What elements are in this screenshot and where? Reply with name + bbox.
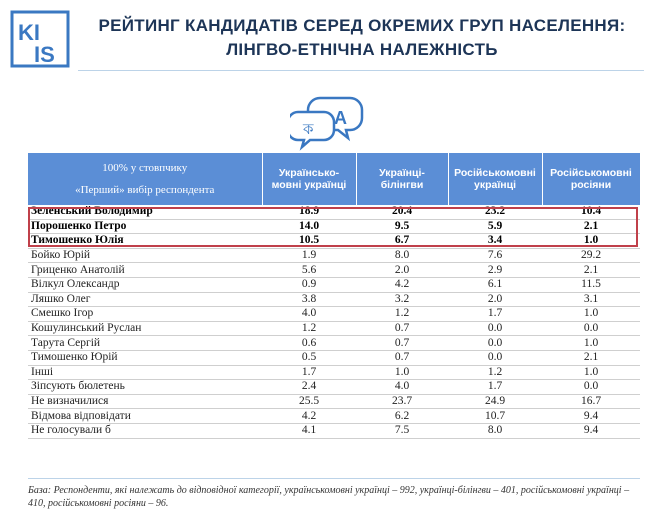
table-row: [28, 292, 640, 307]
cell-value: 3.8: [262, 292, 356, 307]
kiis-logo: [10, 10, 70, 68]
table-row: [28, 263, 640, 278]
candidate-name: Інші: [28, 365, 262, 380]
cell-value: 1.2: [448, 365, 542, 380]
cell-value: 6.2: [356, 409, 448, 424]
candidate-name: Тарута Сергій: [28, 336, 262, 351]
cell-value: 29.2: [542, 248, 640, 263]
cell-value: 1.7: [262, 365, 356, 380]
cell-value: 4.2: [262, 409, 356, 424]
candidate-name: Зіпсують бюлетень: [28, 380, 262, 395]
cell-value: 0.7: [356, 321, 448, 336]
cell-value: 9.4: [542, 423, 640, 438]
table-row: [28, 380, 640, 395]
cell-value: 11.5: [542, 277, 640, 292]
cell-value: 0.0: [542, 380, 640, 395]
cell-value: 2.0: [356, 263, 448, 278]
cell-value: 0.0: [448, 321, 542, 336]
cell-value: 4.1: [262, 423, 356, 438]
cell-value: 16.7: [542, 394, 640, 409]
corner-header: [28, 153, 262, 205]
footnote: База: Респонденти, які належать до відповідної категорії, українськомовні українці – 992, українці-білінгви – 401, російськомовні українці – 410, російськомовні росіяни – 96.: [28, 485, 630, 509]
cell-value: 4.0: [262, 307, 356, 322]
cell-value: 3.2: [356, 292, 448, 307]
cell-value: 2.9: [448, 263, 542, 278]
corner-line-2: «Перший» вибір респондента: [75, 184, 215, 196]
table-row: [28, 409, 640, 424]
candidate-name: Ляшко Олег: [28, 292, 262, 307]
column-header: Російськомовні українці: [448, 153, 542, 205]
cell-value: 3.4: [448, 234, 542, 249]
cell-value: 0.5: [262, 350, 356, 365]
cell-value: 1.7: [448, 380, 542, 395]
cell-value: 1.0: [542, 234, 640, 249]
cell-value: 24.9: [448, 394, 542, 409]
candidate-name: Не голосували б: [28, 423, 262, 438]
cell-value: 1.0: [542, 307, 640, 322]
rating-table: [28, 153, 641, 439]
cell-value: 10.5: [262, 234, 356, 249]
cell-value: 0.6: [262, 336, 356, 351]
cell-value: 23.2: [448, 205, 542, 219]
candidate-name: Не визначилися: [28, 394, 262, 409]
cell-value: 0.0: [448, 336, 542, 351]
corner-line-1: 100% у стовпчику: [102, 162, 188, 174]
cell-value: 7.5: [356, 423, 448, 438]
cell-value: 5.9: [448, 219, 542, 234]
cell-value: 0.7: [356, 350, 448, 365]
candidate-name: Смешко Ігор: [28, 307, 262, 322]
cell-value: 0.0: [448, 350, 542, 365]
footer-divider: [28, 478, 640, 479]
cell-value: 9.5: [356, 219, 448, 234]
table-row: [28, 307, 640, 322]
table-row: [28, 205, 640, 219]
cell-value: 1.2: [356, 307, 448, 322]
cell-value: 2.1: [542, 263, 640, 278]
cell-value: 5.6: [262, 263, 356, 278]
table-row: [28, 365, 640, 380]
cell-value: 1.0: [542, 365, 640, 380]
table-row: [28, 394, 640, 409]
cell-value: 18.9: [262, 205, 356, 219]
cell-value: 25.5: [262, 394, 356, 409]
page-title: [84, 14, 640, 62]
candidate-name: Зеленський Володимир: [28, 205, 262, 219]
cell-value: 4.0: [356, 380, 448, 395]
table-row: [28, 248, 640, 263]
cell-value: 23.7: [356, 394, 448, 409]
cell-value: 1.0: [356, 365, 448, 380]
table-row: [28, 321, 640, 336]
svg-text:KI: KI: [18, 20, 40, 45]
table-row: [28, 336, 640, 351]
candidate-name: Вілкул Олександр: [28, 277, 262, 292]
column-header: Українсько-мовні українці: [262, 153, 356, 205]
language-icon: [290, 92, 370, 152]
table-row: [28, 350, 640, 365]
cell-value: 2.1: [542, 219, 640, 234]
cell-value: 6.1: [448, 277, 542, 292]
candidate-name: Бойко Юрій: [28, 248, 262, 263]
cell-value: 8.0: [448, 423, 542, 438]
cell-value: 2.0: [448, 292, 542, 307]
column-header: Російськомовні росіяни: [542, 153, 640, 205]
cell-value: 1.7: [448, 307, 542, 322]
cell-value: 20.4: [356, 205, 448, 219]
header-divider: [78, 70, 644, 71]
cell-value: 2.1: [542, 350, 640, 365]
cell-value: 1.9: [262, 248, 356, 263]
cell-value: 7.6: [448, 248, 542, 263]
cell-value: 2.4: [262, 380, 356, 395]
cell-value: 10.4: [542, 205, 640, 219]
column-header: Українці-білінгви: [356, 153, 448, 205]
cell-value: 1.2: [262, 321, 356, 336]
cell-value: 9.4: [542, 409, 640, 424]
candidate-name: Тимошенко Юрій: [28, 350, 262, 365]
cell-value: 8.0: [356, 248, 448, 263]
cell-value: 14.0: [262, 219, 356, 234]
title-line-1: РЕЙТИНГ КАНДИДАТІВ СЕРЕД ОКРЕМИХ ГРУП НАСЕЛЕННЯ:: [98, 16, 626, 35]
table-header-row: [28, 153, 640, 205]
cell-value: 3.1: [542, 292, 640, 307]
candidate-name: Тимошенко Юлія: [28, 234, 262, 249]
candidate-name: Кошулинський Руслан: [28, 321, 262, 336]
svg-text:A: A: [334, 108, 347, 128]
table-row: [28, 277, 640, 292]
cell-value: 0.7: [356, 336, 448, 351]
candidate-name: Відмова відповідати: [28, 409, 262, 424]
table-row: [28, 234, 640, 249]
candidate-name: Порошенко Петро: [28, 219, 262, 234]
cell-value: 4.2: [356, 277, 448, 292]
cell-value: 1.0: [542, 336, 640, 351]
cell-value: 0.9: [262, 277, 356, 292]
svg-text:IS: IS: [34, 42, 55, 67]
candidate-name: Гриценко Анатолій: [28, 263, 262, 278]
cell-value: 10.7: [448, 409, 542, 424]
svg-text:ক: ক: [303, 120, 314, 138]
table-row: [28, 423, 640, 438]
cell-value: 6.7: [356, 234, 448, 249]
cell-value: 0.0: [542, 321, 640, 336]
title-line-2: ЛІНГВО-ЕТНІЧНА НАЛЕЖНІСТЬ: [226, 40, 498, 59]
table-row: [28, 219, 640, 234]
